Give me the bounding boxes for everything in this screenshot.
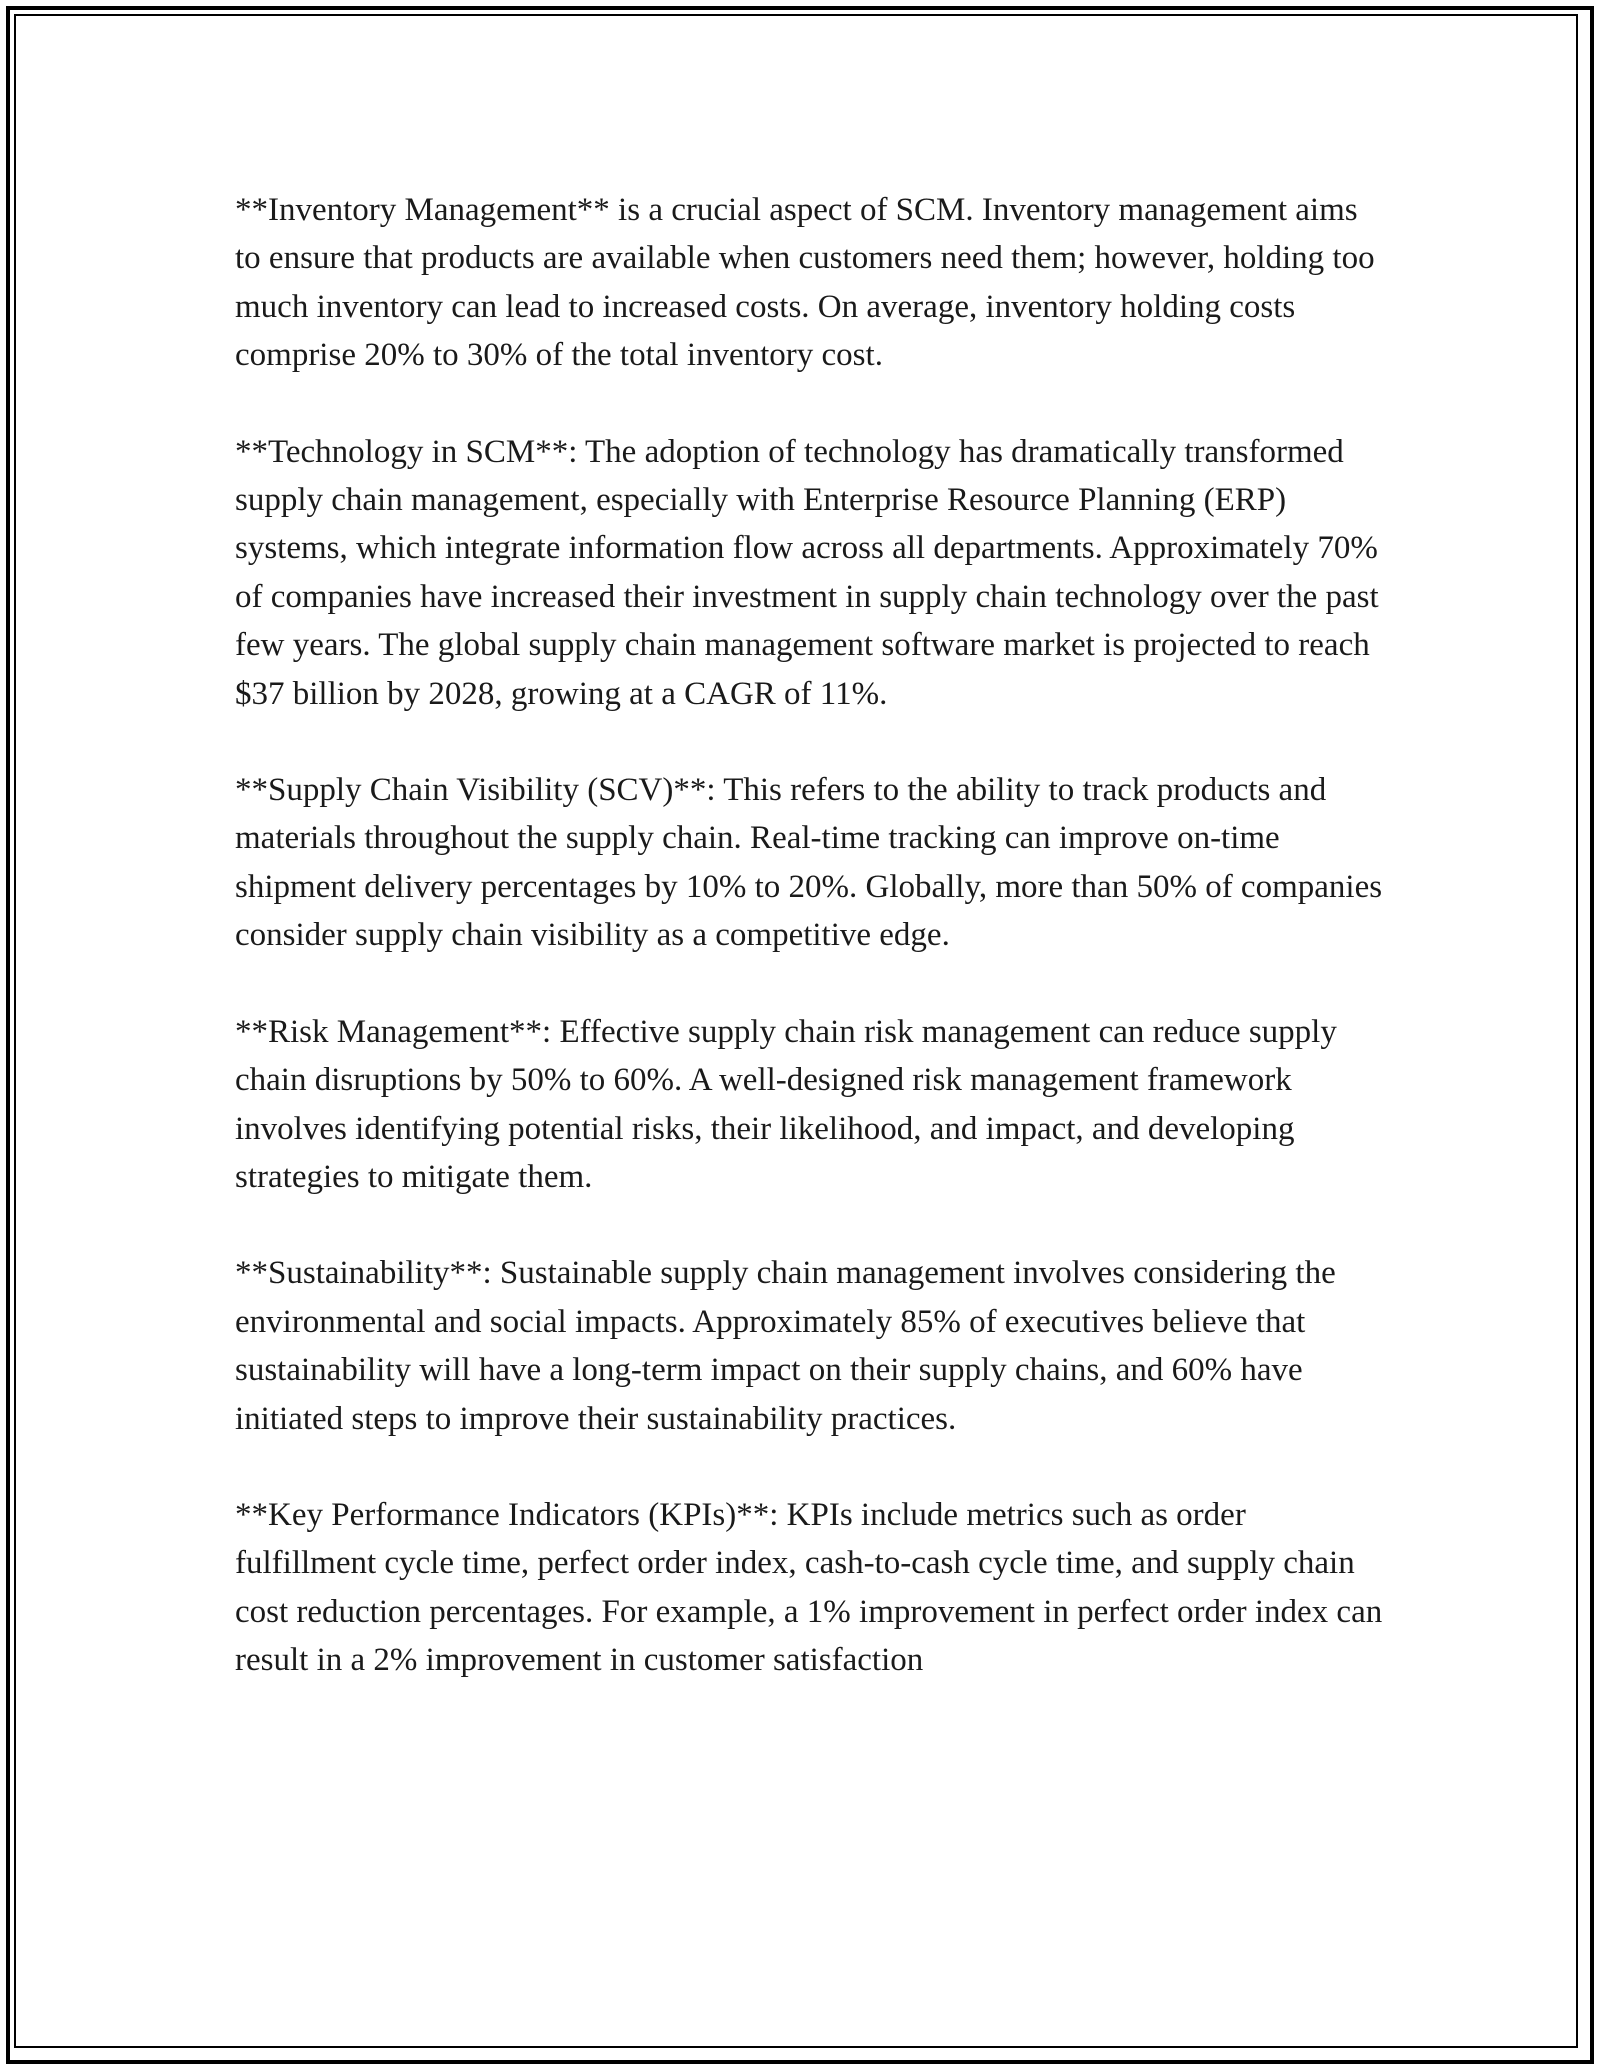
paragraph-technology-in-scm: **Technology in SCM**: The adoption of technology has dramatically transformed supply chain management, especially with Enterprise Resource Planning (ERP) systems, which integrate information flow across all departments. Approximately 70% of companies have increased their investment in supply chain technology over the past few years. The global supply chain management software market is projected to reach $37 billion by 2028, growing at a CAGR of 11%. xyxy=(235,433,1379,712)
paragraph-sustainability: **Sustainability**: Sustainable supply chain management involves considering the environmental and social impacts. Approximately 85% of executives believe that sustainability will have a long-term impact on their supply chains, and 60% have initiated steps to improve their sustainability practices. xyxy=(235,1255,1336,1437)
paragraph-inventory-management: **Inventory Management** is a crucial aspect of SCM. Inventory management aims to ensure that products are available when customers need them; however, holding too much inventory can lead to increased costs. On average, inventory holding costs comprise 20% to 30% of the total inventory cost. xyxy=(235,192,1375,374)
paragraph-kpis: **Key Performance Indicators (KPIs)**: KPIs include metrics such as order fulfillment cycle time, perfect order index, cash-to-cash cycle time, and supply chain cost reduction percentages. For example, a 1% improvement in perfect order index can result in a 2% improvement in customer satisfaction xyxy=(235,1496,1383,1679)
document-body xyxy=(235,186,1385,1733)
paragraph-supply-chain-visibility: **Supply Chain Visibility (SCV)**: This refers to the ability to track products and materials throughout the supply chain. Real-time tracking can improve on-time shipment delivery percentages by 10% to 20%. Globally, more than 50% of companies consider supply chain visibility as a competitive edge. xyxy=(235,772,1383,954)
paragraph-risk-management: **Risk Management**: Effective supply chain risk management can reduce supply chain disruptions by 50% to 60%. A well-designed risk management framework involves identifying potential risks, their likelihood, and impact, and developing strategies to mitigate them. xyxy=(235,1013,1337,1195)
